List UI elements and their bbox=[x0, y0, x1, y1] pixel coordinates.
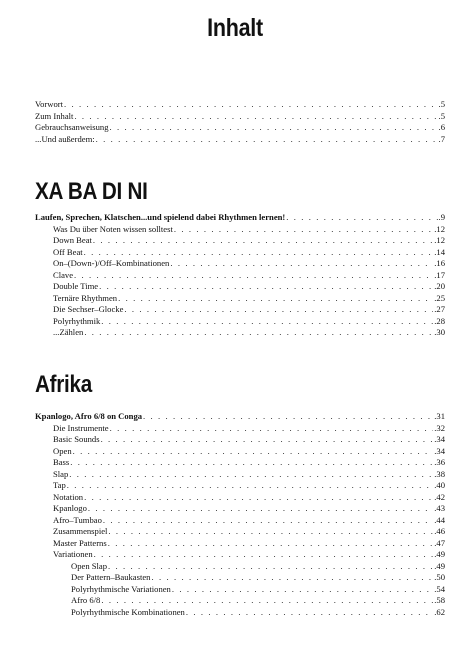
toc-entry-page: .12 bbox=[434, 235, 445, 245]
toc-entry-label: Notation bbox=[53, 491, 84, 502]
toc-section-intro bbox=[35, 99, 445, 145]
dot-leader bbox=[170, 258, 433, 270]
dot-leader bbox=[74, 111, 437, 123]
toc-entry-page: .47 bbox=[434, 537, 445, 548]
toc-entry-label: Master Patterns bbox=[53, 537, 107, 548]
toc-entry bbox=[35, 446, 445, 458]
toc-entry bbox=[35, 270, 445, 282]
toc-entry-page: .12 bbox=[434, 223, 445, 234]
toc-entry-page: .50 bbox=[434, 572, 445, 582]
dot-leader bbox=[186, 607, 433, 619]
toc-entry bbox=[35, 572, 445, 584]
toc-entry bbox=[35, 212, 445, 224]
toc-entry-label: Afro 6/8 bbox=[71, 595, 101, 605]
toc-entry-label: Polyrhythmische Kombinationen bbox=[71, 606, 185, 617]
dot-leader bbox=[99, 281, 433, 293]
toc-entry bbox=[35, 327, 445, 339]
toc-entry-label: Afro–Tumbao bbox=[53, 514, 102, 525]
dot-leader bbox=[110, 423, 434, 435]
toc-entry-label: ...Und außerdem: bbox=[35, 133, 95, 144]
dot-leader bbox=[64, 99, 438, 111]
toc-entry-page: .17 bbox=[434, 269, 445, 280]
toc-entry-page: .28 bbox=[434, 315, 445, 326]
dot-leader bbox=[124, 304, 433, 316]
toc-entry-label: Open bbox=[53, 445, 72, 456]
dot-leader bbox=[118, 293, 433, 305]
toc-entry-label: Clave bbox=[53, 269, 74, 280]
toc-entry-label: Bass bbox=[53, 457, 70, 467]
toc-entry bbox=[35, 549, 445, 561]
toc-entry-page: .16 bbox=[434, 258, 445, 268]
toc-entry-label: Off Beat bbox=[53, 246, 83, 257]
dot-leader bbox=[84, 327, 433, 339]
toc-entry-page: .58 bbox=[434, 595, 445, 605]
section-heading-afrika: Afrika bbox=[35, 371, 92, 398]
toc-entry bbox=[35, 258, 445, 270]
toc-entry-label: Der Pattern–Baukasten bbox=[71, 572, 151, 582]
toc-entry bbox=[35, 595, 445, 607]
dot-leader bbox=[108, 526, 433, 538]
toc-entry-page: .5 bbox=[438, 110, 445, 121]
toc-entry-label: Die Instrumente bbox=[53, 422, 109, 433]
toc-entry-page: .20 bbox=[434, 281, 445, 291]
toc-entry-page: .7 bbox=[438, 133, 445, 144]
toc-entry bbox=[35, 423, 445, 435]
toc-entry-page: .49 bbox=[434, 560, 445, 571]
dot-leader bbox=[73, 446, 434, 458]
dot-leader bbox=[101, 316, 433, 328]
dot-leader bbox=[101, 595, 433, 607]
toc-entry-page: .36 bbox=[434, 457, 445, 467]
dot-leader bbox=[174, 224, 433, 236]
toc-entry bbox=[35, 538, 445, 550]
toc-entry-label: Zusammenspiel bbox=[53, 526, 108, 536]
toc-entry-page: .43 bbox=[434, 503, 445, 513]
toc-entry bbox=[35, 411, 445, 423]
toc-entry-label: Double Time bbox=[53, 281, 99, 291]
toc-entry bbox=[35, 515, 445, 527]
toc-entry-label: Was Du über Noten wissen solltest bbox=[53, 223, 173, 234]
toc-entry-page: .54 bbox=[434, 583, 445, 594]
toc-entry-page: .44 bbox=[434, 514, 445, 525]
toc-entry-page: .42 bbox=[434, 491, 445, 502]
dot-leader bbox=[172, 584, 433, 596]
toc-entry-page: .34 bbox=[434, 434, 445, 444]
toc-entry bbox=[35, 607, 445, 619]
dot-leader bbox=[69, 469, 433, 481]
dot-leader bbox=[286, 212, 437, 224]
toc-entry-page: .46 bbox=[434, 526, 445, 536]
dot-leader bbox=[103, 515, 433, 527]
toc-entry bbox=[35, 122, 445, 134]
toc-entry bbox=[35, 457, 445, 469]
toc-entry bbox=[35, 492, 445, 504]
toc-entry-page: .62 bbox=[434, 606, 445, 617]
dot-leader bbox=[84, 247, 434, 259]
toc-entry-label: Ternäre Rhythmen bbox=[53, 292, 118, 303]
toc-entry bbox=[35, 469, 445, 481]
toc-entry-label: Slap bbox=[53, 468, 69, 479]
dot-leader bbox=[151, 572, 433, 584]
toc-entry-label: Die Sechser–Glocke bbox=[53, 304, 124, 314]
toc-entry bbox=[35, 293, 445, 305]
dot-leader bbox=[67, 480, 433, 492]
toc-entry-label: Down Beat bbox=[53, 235, 92, 245]
dot-leader bbox=[84, 492, 433, 504]
toc-entry-label: Laufen, Sprechen, Klatschen...und spielend dabei Rhythmen lernen! bbox=[35, 212, 286, 222]
toc-entry-label: Basic Sounds bbox=[53, 434, 100, 444]
dot-leader bbox=[108, 561, 433, 573]
toc-entry-label: On–(Down-)/Off–Kombinationen bbox=[53, 258, 170, 268]
toc-entry-label: Kpanlogo, Afro 6/8 on Conga bbox=[35, 411, 143, 421]
dot-leader bbox=[110, 122, 438, 134]
toc-entry-page: .38 bbox=[434, 468, 445, 479]
toc-entry bbox=[35, 224, 445, 236]
toc-entry bbox=[35, 111, 445, 123]
toc-entry-page: .5 bbox=[438, 99, 445, 109]
toc-entry bbox=[35, 584, 445, 596]
toc-entry-page: .40 bbox=[434, 480, 445, 490]
toc-entry-page: .30 bbox=[434, 327, 445, 337]
toc-entry-page: .6 bbox=[438, 122, 445, 132]
toc-entry-page: .9 bbox=[438, 212, 445, 222]
dot-leader bbox=[74, 270, 433, 282]
toc-entry bbox=[35, 304, 445, 316]
toc-entry-label: Open Slap bbox=[71, 560, 108, 571]
toc-entry-page: .32 bbox=[434, 422, 445, 433]
toc-entry-label: Vorwort bbox=[35, 99, 64, 109]
dot-leader bbox=[101, 434, 434, 446]
toc-entry-page: .34 bbox=[434, 445, 445, 456]
toc-entry-label: Tap bbox=[53, 480, 66, 490]
section-heading-xabadini: XA BA DI NI bbox=[35, 178, 148, 205]
toc-entry bbox=[35, 99, 445, 111]
toc-entry bbox=[35, 561, 445, 573]
dot-leader bbox=[70, 457, 433, 469]
toc-entry bbox=[35, 526, 445, 538]
dot-leader bbox=[94, 549, 434, 561]
dot-leader bbox=[88, 503, 433, 515]
toc-entry bbox=[35, 480, 445, 492]
toc-entry-page: .31 bbox=[434, 411, 445, 421]
toc-entry-label: Kpanlogo bbox=[53, 503, 87, 513]
toc-entry-page: .25 bbox=[434, 292, 445, 303]
toc-entry-page: .49 bbox=[434, 549, 445, 559]
toc-entry bbox=[35, 434, 445, 446]
toc-entry bbox=[35, 316, 445, 328]
toc-entry bbox=[35, 134, 445, 146]
toc-entry-label: Polyrhythmische Variationen bbox=[71, 583, 171, 594]
toc-entry-label: Polyrhythmik bbox=[53, 315, 101, 326]
toc-entry bbox=[35, 281, 445, 293]
toc-entry bbox=[35, 235, 445, 247]
toc-section-afrika bbox=[35, 411, 445, 618]
toc-entry bbox=[35, 247, 445, 259]
toc-entry-label: ...Zählen bbox=[53, 327, 84, 337]
toc-section-xabadini bbox=[35, 212, 445, 339]
toc-entry-page: .27 bbox=[434, 304, 445, 314]
toc-entry-label: Variationen bbox=[53, 549, 93, 559]
dot-leader bbox=[108, 538, 434, 550]
toc-entry-label: Zum Inhalt bbox=[35, 110, 74, 121]
dot-leader bbox=[93, 235, 433, 247]
toc-entry bbox=[35, 503, 445, 515]
dot-leader bbox=[143, 411, 433, 423]
toc-entry-label: Gebrauchsanweisung bbox=[35, 122, 109, 132]
toc-entry-page: .14 bbox=[434, 246, 445, 257]
dot-leader bbox=[96, 134, 438, 146]
page-title: Inhalt bbox=[207, 14, 263, 42]
